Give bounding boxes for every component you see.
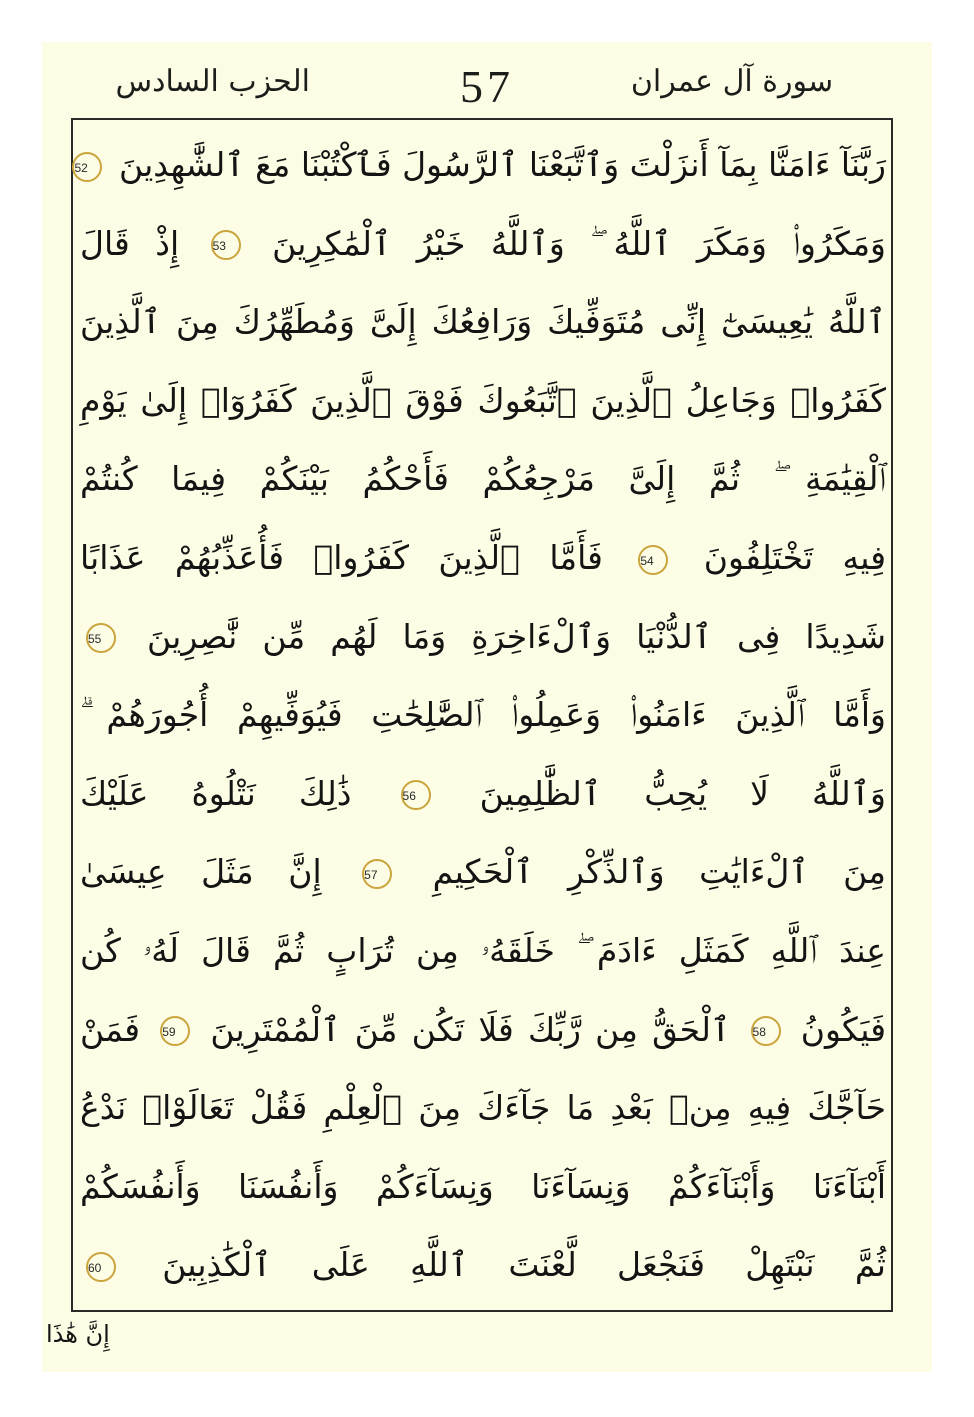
verse-line: [80, 598, 886, 676]
verse-line: [80, 1148, 886, 1226]
verse-lines: [74, 126, 886, 1306]
verse-line: [80, 833, 886, 911]
verse-line: [80, 205, 886, 283]
verse-text: ثُمَّ نَبْتَهِلْ فَنَجْعَل لَّعْنَتَ ٱللَّهِ عَلَى ٱلْكَٰذِبِينَ: [162, 1245, 886, 1285]
verse-text: حَآجَّكَ فِيهِ مِنۢ بَعْدِ مَا جَآءَكَ مِنَ ٱلْعِلْمِ فَقُلْ تَعَالَوْا۟ نَدْعُ: [80, 1088, 886, 1128]
verse-text: شَدِيدًا فِى ٱلدُّنْيَا وَٱلْءَاخِرَةِ وَمَا لَهُم مِّن نَّٰصِرِينَ: [147, 616, 886, 656]
verse-text: فَمَنْ: [80, 1009, 140, 1049]
ayah-number-marker: 52: [72, 152, 102, 182]
verse-text: فِيهِ تَخْتَلِفُونَ: [703, 538, 886, 577]
verse-line: [80, 1226, 886, 1304]
page-header: [42, 58, 932, 110]
verse-text: أَبْنَآءَنَا وَأَبْنَآءَكُمْ وَنِسَآءَنَا وَنِسَآءَكُمْ وَأَنفُسَنَا وَأَنفُسَكُمْ: [80, 1166, 886, 1206]
hizb-label: الحزب السادس: [115, 64, 310, 99]
verse-text: فَأَمَّا ٱلَّذِينَ كَفَرُوا۟ فَأُعَذِّبُهُمْ عَذَابًا: [80, 538, 603, 577]
verse-text: وَأَمَّا ٱلَّذِينَ ءَامَنُوا۟ وَعَمِلُوا۟ ٱلصَّٰلِحَٰتِ فَيُوَفِّيهِمْ أُجُورَهُمْ ۗ: [80, 695, 886, 735]
verse-text: فَيَكُونُ: [800, 1009, 886, 1049]
verse-line: [80, 519, 886, 597]
verse-text: إِنَّ مَثَلَ عِيسَىٰ: [80, 852, 322, 892]
verse-text: عِندَ ٱللَّهِ كَمَثَلِ ءَادَمَ ۖ خَلَقَهُۥ مِن تُرَابٍ ثُمَّ قَالَ لَهُۥ كُن: [80, 931, 886, 970]
surah-title: سورة آل عمران: [630, 64, 834, 99]
verse-text: ذَٰلِكَ نَتْلُوهُ عَلَيْكَ: [80, 773, 352, 813]
verse-line: [80, 676, 886, 754]
ayah-number-marker: 59: [160, 1016, 190, 1046]
verse-line: [80, 1069, 886, 1147]
verse-line: [80, 755, 886, 833]
ayah-number-marker: 54: [638, 545, 668, 575]
verse-text: ٱللَّهُ يَٰعِيسَىٰٓ إِنِّى مُتَوَفِّيكَ وَرَافِعُكَ إِلَىَّ وَمُطَهِّرُكَ مِنَ ٱلَّذِينَ: [80, 302, 886, 342]
ayah-number-marker: 60: [86, 1252, 116, 1282]
page-number: 57: [460, 61, 514, 112]
ayah-number-marker: 55: [86, 623, 116, 653]
verse-line: [80, 283, 886, 361]
catchword: إِنَّ هَٰذَا: [46, 1320, 110, 1348]
verse-line: [80, 440, 886, 518]
verse-line: [80, 912, 886, 990]
verse-text: ٱلْقِيَٰمَةِ ۖ ثُمَّ إِلَىَّ مَرْجِعُكُمْ فَأَحْكُمُ بَيْنَكُمْ فِيمَا كُنتُمْ: [80, 459, 886, 499]
verse-line: [80, 991, 886, 1069]
ayah-number-marker: 56: [401, 780, 431, 810]
verse-text: إِذْ قَالَ: [80, 223, 180, 263]
verse-text: كَفَرُوا۟ وَجَاعِلُ ٱلَّذِينَ ٱتَّبَعُوكَ فَوْقَ ٱلَّذِينَ كَفَرُوٓا۟ إِلَىٰ يَوْمِ: [80, 380, 886, 420]
verse-text: وَمَكَرُوا۟ وَمَكَرَ ٱللَّهُ ۖ وَٱللَّهُ خَيْرُ ٱلْمَٰكِرِينَ: [272, 223, 886, 263]
verse-text: رَبَّنَآ ءَامَنَّا بِمَآ أَنزَلْتَ وَٱتَّبَعْنَا ٱلرَّسُولَ فَٱكْتُبْنَا مَعَ ٱلشَّٰهِدِينَ: [118, 145, 886, 184]
verse-text: ٱلْحَقُّ مِن رَّبِّكَ فَلَا تَكُن مِّنَ ٱلْمُمْتَرِينَ: [210, 1009, 731, 1049]
ayah-number-marker: 57: [362, 859, 392, 889]
verse-text: وَٱللَّهُ لَا يُحِبُّ ٱلظَّٰلِمِينَ: [479, 773, 886, 813]
ayah-number-marker: 58: [751, 1016, 781, 1046]
verse-text: مِنَ ٱلْءَايَٰتِ وَٱلذِّكْرِ ٱلْحَكِيمِ: [432, 852, 886, 892]
ayah-number-marker: 53: [211, 230, 241, 260]
verse-line: [80, 362, 886, 440]
verse-line: [74, 126, 886, 204]
